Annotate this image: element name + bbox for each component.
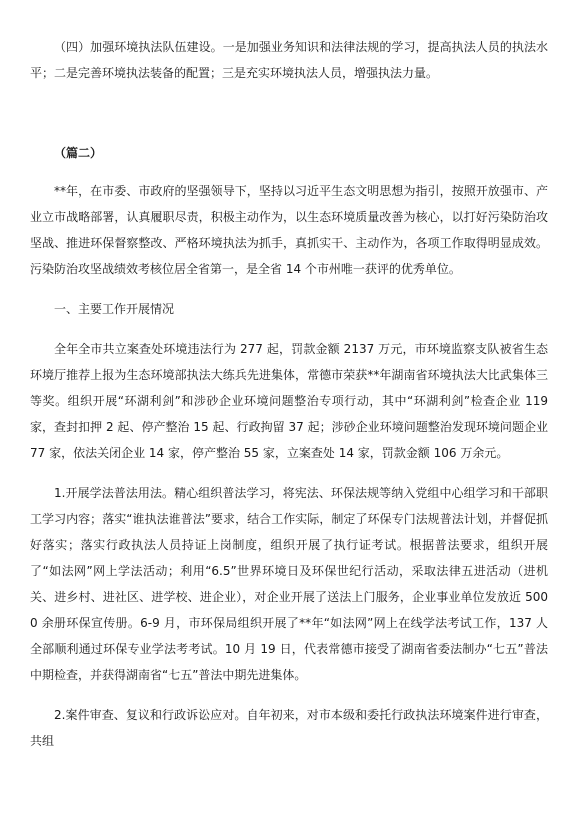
spacer [30,166,548,178]
spacer [30,86,548,140]
section-title-main-work: 一、主要工作开展情况 [54,302,175,316]
section-heading-part-two: （篇二） [54,146,103,160]
spacer [30,322,548,336]
paragraph-enforcement-team: （四）加强环境执法队伍建设。一是加强业务知识和法律法规的学习，提高执法人员的执法水平；二是完善环境执法装备的配置；三是充实环境执法人员，增强执法力量。 [30,40,548,80]
paragraph-annual-summary: **年，在市委、市政府的坚强领导下，坚持以习近平生态文明思想为指引，按照开放强市、产业立市战略部署，认真履职尽责，积极主动作为，以生态环境质量改善为核心，以打好污染防治攻坚战、推进环保督察整改、严格环境执法为抓手，真抓实干、主动作为，各项工作取得明显成效。污染防治攻坚战绩效考核位居全省第一，是全省 14 个市州唯一获评的优秀单位。 [30,184,548,276]
spacer [30,466,548,480]
paragraph-enforcement-stats: 全年全市共立案查处环境违法行为 277 起，罚款金额 2137 万元，市环境监察支队被省生态环境厅推荐上报为生态环境部执法大练兵先进集体，常德市荣获**年湖南省环境执法大比武集体三等奖。组织开展“环湖利剑”和涉砂企业环境问题整治专项行动，其中“环湖利剑”检查企业 119 家，查封扣押 2 起、停产整治 15 起、行政拘留 37 起；涉砂企业环境问题整治发现环境问题企业 77 家，依法关闭企业 14 家，停产整治 55 家，立案查处 14 家，罚款金额 106 万余元。 [30,342,548,460]
paragraph-legal-education: 1.开展学法普法用法。精心组织普法学习，将宪法、环保法规等纳入党组中心组学习和干部职工学习内容；落实“谁执法谁普法”要求，结合工作实际，制定了环保专门法规普法计划，并督促抓好落实；落实行政执法人员持证上岗制度，组织开展了执行证考试。根据普法要求，组织开展了“如法网”网上学法活动；利用“6.5”世界环境日及环保世纪行活动，采取法律五进活动（进机关、进乡村、进社区、进学校、进企业），对企业开展了送法上门服务，企业事业单位发放近 5000 余册环保宣传册。6-9 月，市环保局组织开展了**年“如法网”网上在线学法考试工作，137 人全部顺利通过环保专业学法考考试。10 月 19 日，代表常德市接受了湖南省委法制办“七五”普法中期检查，并获得湖南省“七五”普法中期先进集体。 [30,486,548,682]
spacer [30,282,548,296]
spacer [30,688,548,702]
paragraph-case-review: 2.案件审查、复议和行政诉讼应对。自年初来，对市本级和委托行政执法环境案件进行审查，共组 [30,708,548,748]
